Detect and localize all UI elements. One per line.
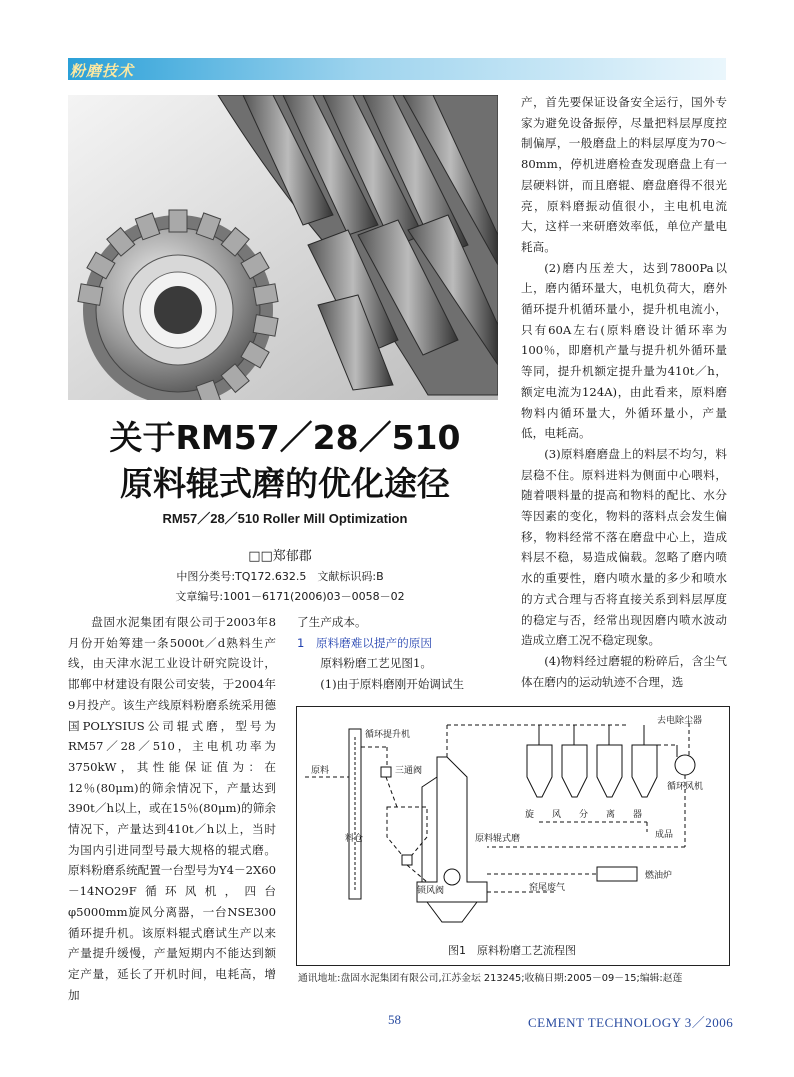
paragraph: 原料粉磨工艺见图1。 bbox=[320, 656, 432, 671]
paragraph: 了生产成本。 bbox=[297, 615, 367, 629]
fig-label-cyclone-3: 分 bbox=[579, 810, 589, 820]
middle-column bbox=[297, 612, 505, 695]
footnote: 通讯地址:盘固水泥集团有限公司,江苏金坛 213245;收稿日期:2005－09－15;编辑:赵莲 bbox=[298, 973, 683, 984]
article-title-line2: 原料辊式磨的优化途径 bbox=[120, 464, 450, 503]
classification-number: 中图分类号:TQ172.632.5 文献标识码:B bbox=[176, 570, 384, 583]
fig-label-cyclone-1: 旋 bbox=[525, 810, 535, 820]
section-heading: 1 原料磨难以提产的原因 bbox=[297, 635, 432, 650]
fig-label-three-way-valve: 三通阀 bbox=[395, 766, 423, 776]
section-title: 粉磨技术 bbox=[70, 62, 135, 80]
fig-label-cyclone-4: 离 bbox=[606, 810, 616, 820]
fig-label-waste-gas: 窑尾废气 bbox=[529, 883, 566, 893]
article-subtitle: RM57／28／510 Roller Mill Optimization bbox=[162, 511, 408, 526]
fig-label-to-dust-collector: 去电除尘器 bbox=[657, 716, 703, 726]
paragraph: (2)磨内压差大，达到7800Pa以上，磨内循环量大，电机负荷大，磨外循环提升机循环量小，提升机电流小，只有60A左右(原料磨设计循环率为100％，即磨机产量与提升机外循环量等同，提升机额定提升量为410t／h，额定电流为124A)，由此看来，原料磨物料内循环量大，外循环量小，产量低，电耗高。 bbox=[521, 260, 727, 441]
paragraph: (4)物料经过磨辊的粉碎后，含尘气体在磨内的运动轨迹不合理，选 bbox=[521, 653, 727, 689]
process-flow-figure bbox=[296, 706, 730, 966]
fig-label-product: 成品 bbox=[655, 830, 674, 840]
fig-label-raw: 原料 bbox=[311, 766, 330, 776]
fig-label-lock-valve: 锁风阀 bbox=[417, 886, 445, 896]
fig-label-cyclone-5: 器 bbox=[633, 810, 643, 820]
fig-label-bin: 料仓 bbox=[345, 834, 364, 844]
footnote-rule bbox=[296, 965, 728, 966]
paragraph: (1)由于原料磨刚开始调试生 bbox=[320, 677, 465, 692]
gear-photo bbox=[68, 95, 498, 400]
section-header-band bbox=[68, 58, 726, 80]
page-number: 58 bbox=[388, 1012, 401, 1027]
journal-name: CEMENT TECHNOLOGY 3／2006 bbox=[528, 1015, 734, 1030]
fig-label-elevator: 循环提升机 bbox=[365, 730, 411, 740]
paragraph: (3)原料磨磨盘上的料层不均匀，料层稳不住。原料进料为侧面中心喂料，随着喂料量的提高和物料的配比、水分等因素的变化，物料的落料点会发生偏移，物料经常不落在磨盘中心上，造成料层不稳，易造成偏载。忽略了磨内喷水的重要性，磨内喷水量的多少和喷水的方式合理与否将直接关系到料层厚度的稳定与否，经常出现因磨内喷水波动造成立磨工况不稳定现象。 bbox=[521, 446, 727, 648]
paragraph: 产，首先要保证设备安全运行，国外专家为避免设备振停，尽量把料层厚度控制偏厚，一般磨盘上的料层厚度为70～80mm，停机进磨检查发现磨盘上有一层硬料饼，而且磨辊、磨盘磨得不很光亮，原料磨振动值很小，主电机电流大，这样一来研磨效率低，单位产量电耗高。 bbox=[521, 95, 727, 254]
author: □□郑郁郡 bbox=[248, 549, 312, 564]
fig-label-fan: 循环风机 bbox=[667, 782, 704, 792]
right-column bbox=[521, 92, 727, 692]
fig-label-burner: 燃油炉 bbox=[645, 871, 673, 881]
paragraph: 盘固水泥集团有限公司于2003年8月份开始筹建一条5000t／d熟料生产线，由天津水泥工业设计研究院设计，邯郸中材建设有限公司安装，于2004年9月投产。该生产线原料粉磨系统采用德国POLYSIUS公司辊式磨，型号为RM57／28／510，主电机功率为3750kW，其性能保证值为：在12％(80μm)的筛余情况下，产量达到390t／h以上，或在15％(80μm)的筛余情况下，产量达到410t／h以上，当时为国内引进同型号最大规格的辊式磨。原料粉磨系统配置一台型号为Y4－2X60－14NO29F循环风机，四台φ5000mm旋风分离器，一台NSE300循环提升机。该原料辊式磨试生产以来产量提升缓慢，产量短期内不能达到额定产量，延长了开机时间，电耗高，增加 bbox=[68, 615, 276, 1002]
article-number: 文章编号:1001－6171(2006)03－0058－02 bbox=[175, 590, 405, 603]
fig-label-mill: 原料辊式磨 bbox=[475, 834, 521, 844]
figure-caption: 图1 原料粉磨工艺流程图 bbox=[448, 944, 576, 957]
fig-label-cyclone-2: 风 bbox=[552, 810, 562, 820]
article-title-line1: 关于RM57／28／510 bbox=[109, 418, 461, 457]
left-column bbox=[68, 612, 276, 1005]
